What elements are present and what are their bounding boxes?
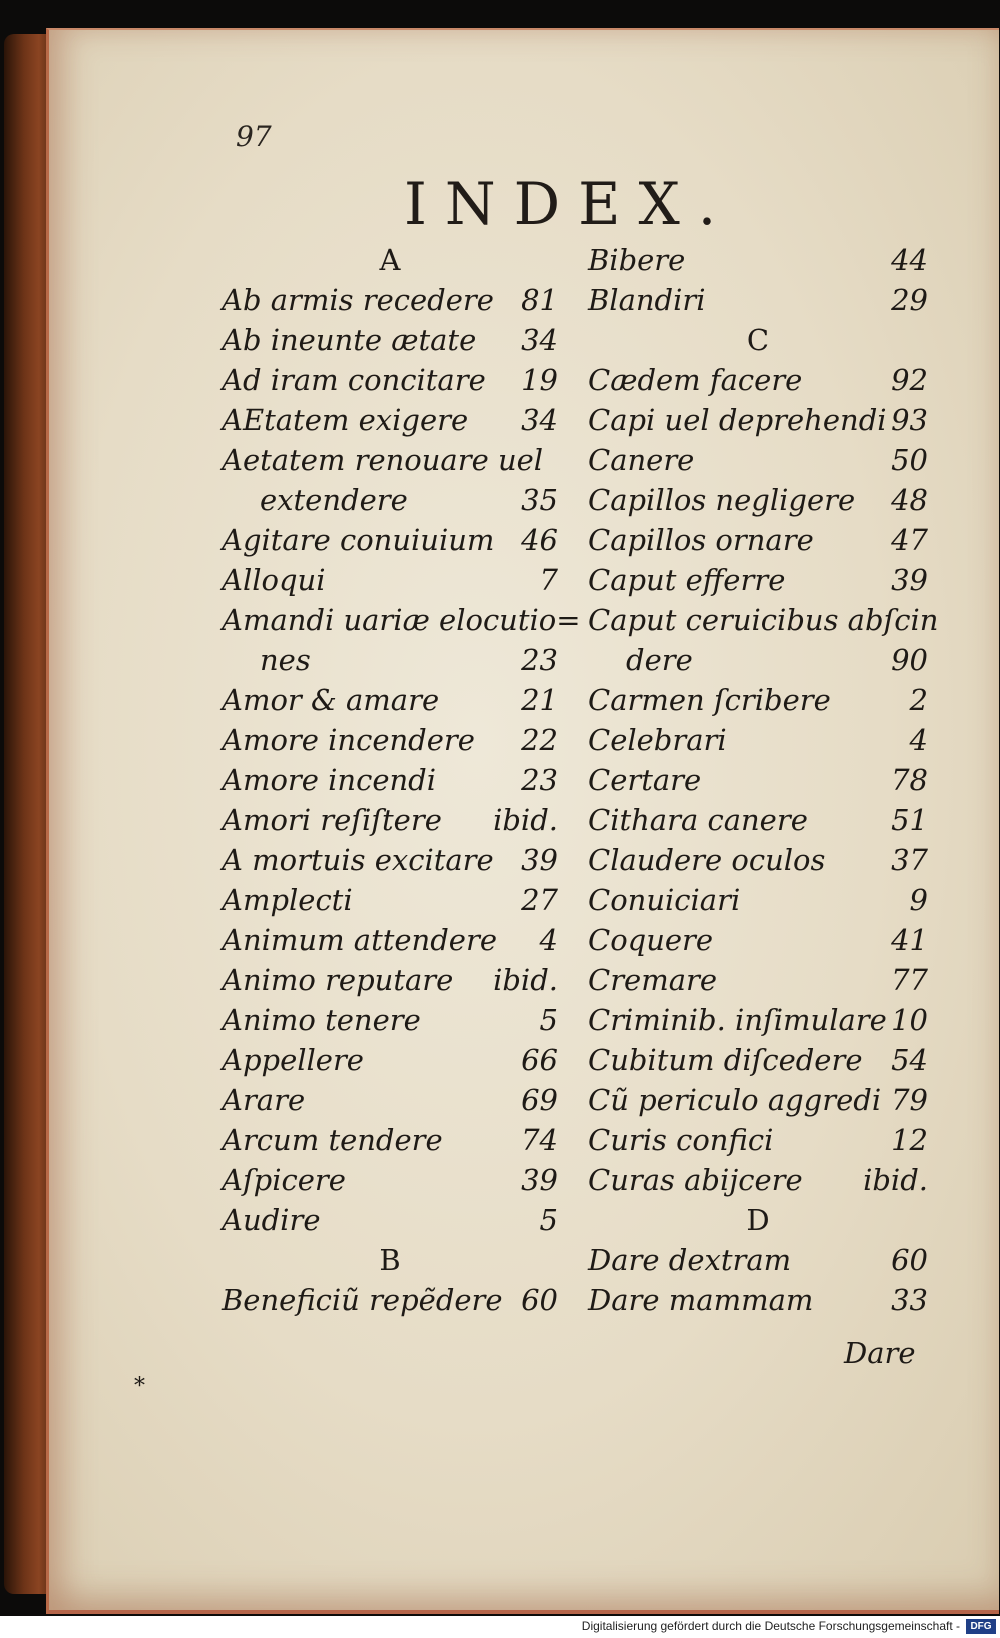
index-entry (588, 480, 928, 520)
index-entry (588, 640, 928, 680)
index-term: Aſpicere (222, 1163, 346, 1197)
index-entry (222, 760, 558, 800)
index-entry (222, 280, 558, 320)
index-entry (588, 680, 928, 720)
index-page-ref: 66 (521, 1043, 558, 1077)
index-term: A mortuis excitare (222, 843, 494, 877)
index-term: Alloqui (222, 563, 326, 597)
index-entry (222, 800, 558, 840)
index-entry (588, 1040, 928, 1080)
index-page-ref: 41 (891, 923, 928, 957)
index-page-ref: 81 (521, 283, 558, 317)
index-page-ref: 35 (521, 483, 558, 517)
index-entry (222, 1000, 558, 1040)
index-page-ref: 4 (909, 723, 928, 757)
index-term: Cũ periculo aggredi (588, 1083, 882, 1117)
footer-text: Digitalisierung gefördert durch die Deutsche Forschungsgemeinschaft - (581, 1619, 960, 1633)
index-term: Criminib. inſimulare (588, 1003, 887, 1037)
index-page-ref: 39 (521, 843, 558, 877)
index-entry (588, 360, 928, 400)
index-entry (222, 960, 558, 1000)
index-term: Appellere (222, 1043, 364, 1077)
index-term: AEtatem exigere (222, 403, 469, 437)
index-entry (588, 1080, 928, 1120)
index-page-ref: 51 (891, 803, 928, 837)
index-page-ref: 29 (891, 283, 928, 317)
index-term: Curis confici (588, 1123, 774, 1157)
index-entry (222, 440, 558, 480)
index-entry (222, 1280, 558, 1320)
index-entry (222, 560, 558, 600)
index-page-ref: 4 (539, 923, 558, 957)
asterisk-mark: * (134, 1374, 145, 1399)
index-term: Cremare (588, 963, 718, 997)
index-page-ref: 50 (891, 443, 928, 477)
index-page-ref: 21 (521, 683, 558, 717)
index-page-ref: 60 (891, 1243, 928, 1277)
index-page-ref: 23 (521, 643, 558, 677)
index-term: Animo reputare (222, 963, 454, 997)
index-term: Arcum tendere (222, 1123, 443, 1157)
index-page-ref: 34 (521, 323, 558, 357)
index-entry (222, 840, 558, 880)
index-term: Dare mammam (588, 1283, 814, 1317)
section-letter: B (379, 1243, 401, 1277)
index-term: Conuiciari (588, 883, 741, 917)
index-page-ref: ibid. (493, 803, 558, 837)
index-term: Bibere (588, 243, 686, 277)
index-entry (222, 320, 558, 360)
index-page-ref: 27 (521, 883, 558, 917)
page-number: 97 (236, 120, 272, 153)
index-entry (588, 1240, 928, 1280)
index-page-ref: 54 (891, 1043, 928, 1077)
index-term: Capi uel deprehendi (588, 403, 887, 437)
index-term: Amore incendi (222, 763, 437, 797)
index-entry (222, 720, 558, 760)
index-term: Cubitum diſcedere (588, 1043, 863, 1077)
index-entry (588, 440, 928, 480)
index-term: Caput efferre (588, 563, 786, 597)
index-term: Ad iram concitare (222, 363, 486, 397)
index-term: Ab ineunte ætate (222, 323, 477, 357)
index-page-ref: 77 (891, 963, 928, 997)
catchword: Dare (844, 1336, 916, 1370)
index-term: Curas abijcere (588, 1163, 803, 1197)
index-entry (588, 920, 928, 960)
index-entry (222, 920, 558, 960)
index-term: extendere (260, 483, 408, 517)
index-page-ref: 23 (521, 763, 558, 797)
index-page-ref: 10 (891, 1003, 928, 1037)
index-term: Animo tenere (222, 1003, 421, 1037)
index-entry (222, 1120, 558, 1160)
index-page-ref: 9 (909, 883, 928, 917)
index-column-right (588, 240, 939, 1320)
index-entry (222, 360, 558, 400)
index-entry (588, 840, 928, 880)
index-term: Celebrari (588, 723, 727, 757)
index-entry (222, 680, 558, 720)
index-entry (222, 880, 558, 920)
index-page-ref: 48 (891, 483, 928, 517)
index-page-ref: 37 (891, 843, 928, 877)
index-entry (222, 1040, 558, 1080)
index-entry (222, 520, 558, 560)
index-term: Dare dextram (588, 1243, 792, 1277)
index-page-ref: 92 (891, 363, 928, 397)
index-entry (222, 400, 558, 440)
index-page-ref: 69 (521, 1083, 558, 1117)
index-entry (588, 720, 928, 760)
index-entry (588, 1160, 928, 1200)
index-entry (222, 480, 558, 520)
index-term: Certare (588, 763, 702, 797)
index-page-ref: ibid. (863, 1163, 928, 1197)
index-term: Amore incendere (222, 723, 475, 757)
index-page-ref: 44 (891, 243, 928, 277)
index-term: Capillos negligere (588, 483, 856, 517)
index-term: Coquere (588, 923, 714, 957)
index-entry (222, 1080, 558, 1120)
index-entry (588, 560, 928, 600)
section-letter: C (746, 323, 770, 357)
index-entry (588, 520, 928, 560)
index-page-ref: 19 (521, 363, 558, 397)
index-term: Animum attendere (222, 923, 497, 957)
index-page-ref: 74 (521, 1123, 558, 1157)
index-term: Arare (222, 1083, 306, 1117)
index-entry (222, 640, 558, 680)
index-entry (588, 1280, 928, 1320)
index-entry (588, 400, 928, 440)
index-page-ref: 39 (521, 1163, 558, 1197)
section-letter: D (746, 1203, 770, 1237)
index-term: nes (260, 643, 311, 677)
index-term: Amori reſiſtere (222, 803, 442, 837)
index-term: Cithara canere (588, 803, 808, 837)
section-letter: A (379, 243, 401, 277)
page-title: INDEX. (404, 170, 735, 238)
index-page-ref: 39 (891, 563, 928, 597)
index-entry (588, 1120, 928, 1160)
index-page-ref: 22 (521, 723, 558, 757)
index-page-ref: 33 (891, 1283, 928, 1317)
index-page-ref: 2 (909, 683, 928, 717)
index-term: Capillos ornare (588, 523, 814, 557)
index-page-ref: 90 (891, 643, 928, 677)
index-page-ref: 79 (891, 1083, 928, 1117)
index-page-ref: 7 (539, 563, 558, 597)
index-entry (588, 240, 928, 280)
index-column-left (222, 240, 581, 1320)
index-page-ref: 12 (891, 1123, 928, 1157)
index-entry (222, 1160, 558, 1200)
index-page-ref: 34 (521, 403, 558, 437)
index-term: Amandi uariæ elocutio= (222, 603, 581, 637)
index-term: Cædem facere (588, 363, 803, 397)
index-entry (222, 600, 581, 640)
index-entry (588, 1000, 928, 1040)
index-page-ref: 5 (539, 1003, 558, 1037)
index-page-ref: 46 (521, 523, 558, 557)
dfg-logo: DFG (966, 1619, 996, 1634)
index-page-ref: 93 (891, 403, 928, 437)
index-entry (588, 760, 928, 800)
index-term: Blandiri (588, 283, 706, 317)
index-page-ref: 60 (521, 1283, 558, 1317)
index-page-ref: 5 (539, 1203, 558, 1237)
index-entry (588, 880, 928, 920)
index-term: Claudere oculos (588, 843, 826, 877)
index-term: Carmen ſcribere (588, 683, 831, 717)
index-entry (222, 1200, 558, 1240)
index-term: Caput ceruicibus abſcin (588, 603, 939, 637)
index-term: Canere (588, 443, 695, 477)
index-term: Beneficiũ repẽdere (222, 1283, 503, 1317)
index-entry (588, 280, 928, 320)
index-entry (588, 800, 928, 840)
index-page-ref: ibid. (493, 963, 558, 997)
index-term: Agitare conuiuium (222, 523, 495, 557)
index-term: Aetatem renouare uel (222, 443, 544, 477)
index-term: Ab armis recedere (222, 283, 494, 317)
index-term: dere (626, 643, 693, 677)
index-term: Amplecti (222, 883, 353, 917)
index-page-ref: 47 (891, 523, 928, 557)
index-entry (588, 960, 928, 1000)
index-page-ref: 78 (891, 763, 928, 797)
index-term: Audire (222, 1203, 321, 1237)
index-term: Amor & amare (222, 683, 440, 717)
index-entry (588, 600, 939, 640)
